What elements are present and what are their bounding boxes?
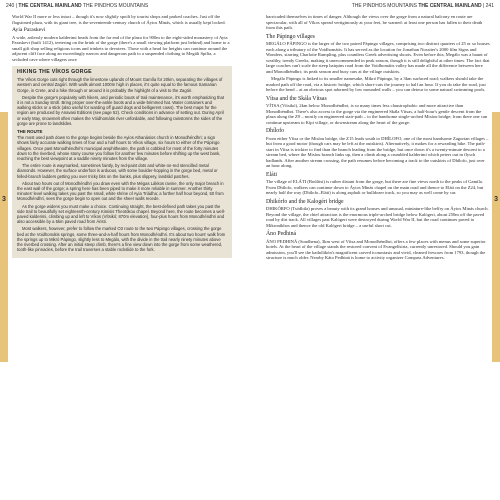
right-chapter-name: THE PINDHOS MOUNTAINS <box>351 3 417 9</box>
section-body-papingo: MEGÁLO PÁPINGO is the larger of the two paired Pápingo villages, comprising two distinct quarters of 25 or so houses each along a tributary of the Voidhomátis. It has served as the location for Jonathan Nossiter's 2000 film Signs and Wonders, starring Charlotte Rampling, plus countless Greek advertising shoots. Even before this, Megálo was a haunt of wealthy, trendy Greeks, making it unrecommended in peak season, though it is still delightful at other times. The fact that large coaches can't scale the steep hairpins road from the Voidhomátis valley has made all the difference between here and Monodhéndhri; its peak season and busy cars at the village outskirts. <box>266 41 490 74</box>
section-heading-elati: Eláti <box>266 171 277 178</box>
section-body-ayia-paraskevi: A wide, artlessly modern kalderimi heads from the far end of the plaza for 900m to the eight-sided monastery of Ayia Paraskevi (built 1412), teetering on the brink of the gorge (there's a small viewing platform just behind) and home to a small gift shop selling religious icons and trinkets to devotees. Those with a head for heights can continue around the adjacent cliff face along an exceedingly narrow and dangerous path to a suspended clothing to Megáli Spília, a secluded cave where villagers once <box>12 34 230 62</box>
right-intro-paragraph: barricaded themselves in times of danger. Although the views over the gorge from a natural balcony en route are spectacular, with all of Víkos spread vertiginously at your feet, be warned: at least one person has fallen to their death from this path. <box>266 14 483 30</box>
left-chapter-name: THE PINDHOS MOUNTAINS <box>82 3 149 9</box>
section-heading-dhilofo: Dhílofo <box>266 128 285 134</box>
left-column <box>12 14 232 258</box>
box-paragraph-2: Despite the gorge's popularity with hikers, and periodic bouts of trail maintenance, it's worth emphasizing that it is not a Sunday stroll. Bring proper over-the-ankle boots and a wide-brimmed hat. Water containers and walking sticks or a stick (also useful for warding off guard dogs and belligerent cows). The best maps for the region are produced by Anavasi Editions (see page 52). Check conditions in advance of setting out. During April or early May, snowmelt often makes the Vóidhomátis river unfordable, and following rainstorms the sides of the gorge are prone to landslides. <box>17 94 225 126</box>
section-heading-dhikorfo: Dhikórfo and the Kalogéri bridge <box>266 198 344 205</box>
running-head-left: 240 | THE CENTRAL MAINLAND THE PINDHOS MOUNTAINS <box>6 3 149 9</box>
section-heading-ayia-paraskevi: Ayia Paraskevi <box>12 27 46 33</box>
section-body-papingo-2: Megálo Pápingo is linked to its smaller namesake, Mikró Pápingo, by a 3km surfaced road; walkers should take the marked path off the road, via a historic bridge, which short-cuts the journey to half an hour. If you do take the road, just before the bend – at an obvious spot adorned by low mounded walls – you can detour to some natural swimming pools. <box>266 76 486 92</box>
section-body-dhikorfo: DHIKÓRFO (Tsódhila) proves a beauty with its grand houses and unusual, miniature-like belfry on Áyios Minás church. Beyond the village, the chief attraction is the enormous triple-arched bridge below Kalógeri, about 250m off the paved road by dirt track. All villages past Kalógeri were destroyed during World War II, but the road continues paved to Mikroníkhos and thence the old Kalógeri bridge – a useful short cut. <box>266 206 489 228</box>
box-route-heading: THE ROUTE <box>17 129 43 135</box>
section-body-vitsa: VÍTSA (Vítsikó), 2km below Monodhéndhri, is so many times less claustrophobic and more attractive than Monodhéndhri. There's also access to the gorge via the engineered Skála Vítsas, a half-hour's gentle descent from the plaza along the Z9 – mostly on engineered stair-path – to the handsome single-arched Misíou bridge; from there one can continue upstream to Kípi village, or downstream along the heart of the gorge. <box>266 103 488 125</box>
right-column <box>266 14 490 263</box>
left-section-name: THE CENTRAL MAINLAND <box>18 3 82 9</box>
left-intro-paragraph: World War II more or less intact – though it's now slightly spoilt by tourist shops and parked coaches. Just off the flagstoned plaza, with its giant tree, is the seventeenth-century church of Áyios Minás, which is usually kept locked. <box>12 14 226 25</box>
section-body-ano-pedhina: ÁNO PEDHINÁ (Soudhena), 3km west of Vítsa and Monodhéndhri, offers a few places with menus and some superior hotels. At the heart of the village stands the restored convent of Evangelístria, currently unrestored. Should you gain admission, you'll see the kathólikón's magnificent carved iconostasis and vivid, cleaned frescoes from 1793, though the structure is much older. Nearby Káto Pedhiná is home to activity organizer Compass Adventures. <box>266 238 486 260</box>
section-body-dhilofo: From either Vítsa or the Misíou bridge, the Z15 leads south to DHÍLOFO, one of the most handsome Zagorian villages – but from a good motor (though cars may be left at the outskirts). Alternatively, it makes for a rewarding hike. The path-start in Vítsa is trickier to find than the branch leading from the bridge, but once down it's a twenty-minute descent to a stream bed, where the Misíou branch links up, then a climb along a crumbled kalderimi which peters out in flysch badlands. After another stream crossing, the path resumes before becoming a track to the outskirts of Dhílofo, just over an hour along. <box>266 135 489 168</box>
route-paragraph-5: Most walkers, however, prefer to follow the marked O3 route to the two Pápingo villages, crossing the gorge bed at the Voidhomátis springs, some three-and-a-half hours from Monodhéndhri. It's about two hours' walk from the springs up to Mikró Pápingo, slightly less to Megálo, with the divide in the trail nearly ninety minutes above the riverbed crossing. After an initial steep climb, there's a fine view down into the gorge from some weathered, tooth-like pinnacles, before the trail traverses a stable rockslide to the fork. <box>17 226 226 253</box>
running-head <box>0 2 500 10</box>
route-paragraph-4: As the gorge widens you must make a choice. Continuing straight, the best-defined path takes you past the side trail to beautifully set eighteenth-century Kimisis Theotókou chapel. Beyond here, the route becomes a well-paved kalderimi, climbing up and left to Víkos (Vítsikó; 870m elevation), four-plus hours from Monodhéndhri and also accessible by a 5km paved road from Áristi. <box>17 203 226 225</box>
hiking-sidebar-box <box>12 66 232 258</box>
route-paragraph-2: The entire route is waymarked, sometimes faintly, by red-paint dots and white-on-red stencilled metal diamonds. However, the surface underfoot is arduous, with some boulder-hopping in the gorge bed, metal or felled-branch ladders getting you over tricky bits on the banks, plus slippery, landslid patches. <box>17 163 218 179</box>
chapter-number-right: 3 <box>494 196 498 203</box>
right-page-number: 241 <box>485 3 494 9</box>
route-paragraph-3: About two hours out of Monodhéndhri you draw even with the Mégas Lákkos ravine, the only major breach in the east wall of the gorge; a spring here has been piped to make it more reliable in summer. Another thirty minutes' level walking takes you past the small, white shrine of Ayia Triádha; a further half hour beyond, 50 from Monodhéndhri, sees the gorge begin to open out and the sheer walls recede. <box>17 180 224 202</box>
section-heading-ano-pedhina: Áno Pedhiná <box>266 231 297 237</box>
running-head-right: THE PINDHOS MOUNTAINS THE CENTRAL MAINLAND | 241 <box>351 3 494 9</box>
box-paragraph-1: The Víkos Gorge cuts right through the limestone uplands of Mount Gamíla for 20km, separating the villages of western and central Zagóri. With walls almost 1000m high in places, it's quite equal to the famous Samarian Gorge, in Crete, and a hike through or around it is probably the highlight of a visit to the Zagóri. <box>17 77 223 93</box>
chapter-tab-left <box>0 112 8 362</box>
box-title: HIKING THE VÍKOS GORGE <box>17 69 92 75</box>
section-heading-vitsa: Vítsa and the Skála Vítsas <box>266 95 327 102</box>
section-body-elati: The village of ELÁTI (Boúlitsi) is rather distant from the gorge, but there are fine views north to the peaks of Gamíla. From Dhílofo, walkers can continue down to Áyios Minás chapel on the main road and thence to Eláti on the Z24, but nearly half the way (Dhílofo–Eláti) is along asphalt or bulldozer track, so you may as well come by car. <box>266 179 484 195</box>
left-page-number: 240 <box>6 3 15 9</box>
chapter-tab-right <box>492 112 500 362</box>
right-section-name: THE CENTRAL MAINLAND <box>418 3 482 9</box>
section-heading-papingo: The Pápingo villages <box>266 33 315 40</box>
chapter-number-left: 3 <box>2 196 6 203</box>
route-paragraph-1: The most used path down to the gorge begins beside the Ayios Athanásios church in Monodhéndhri; a sign shows fairly accurate walking times of four and a half hours to Víkos village, six hours to either of the Pápingo villages. Once past Monodhéndhri's municipal amphitheatre, the path is cobbled for most of the forty minutes down to the riverbed, whose stony course you follow for another few minutes before shifting up the west bank, reaching the best viewpoint at a saddle ninety minutes from the village. <box>17 135 221 162</box>
